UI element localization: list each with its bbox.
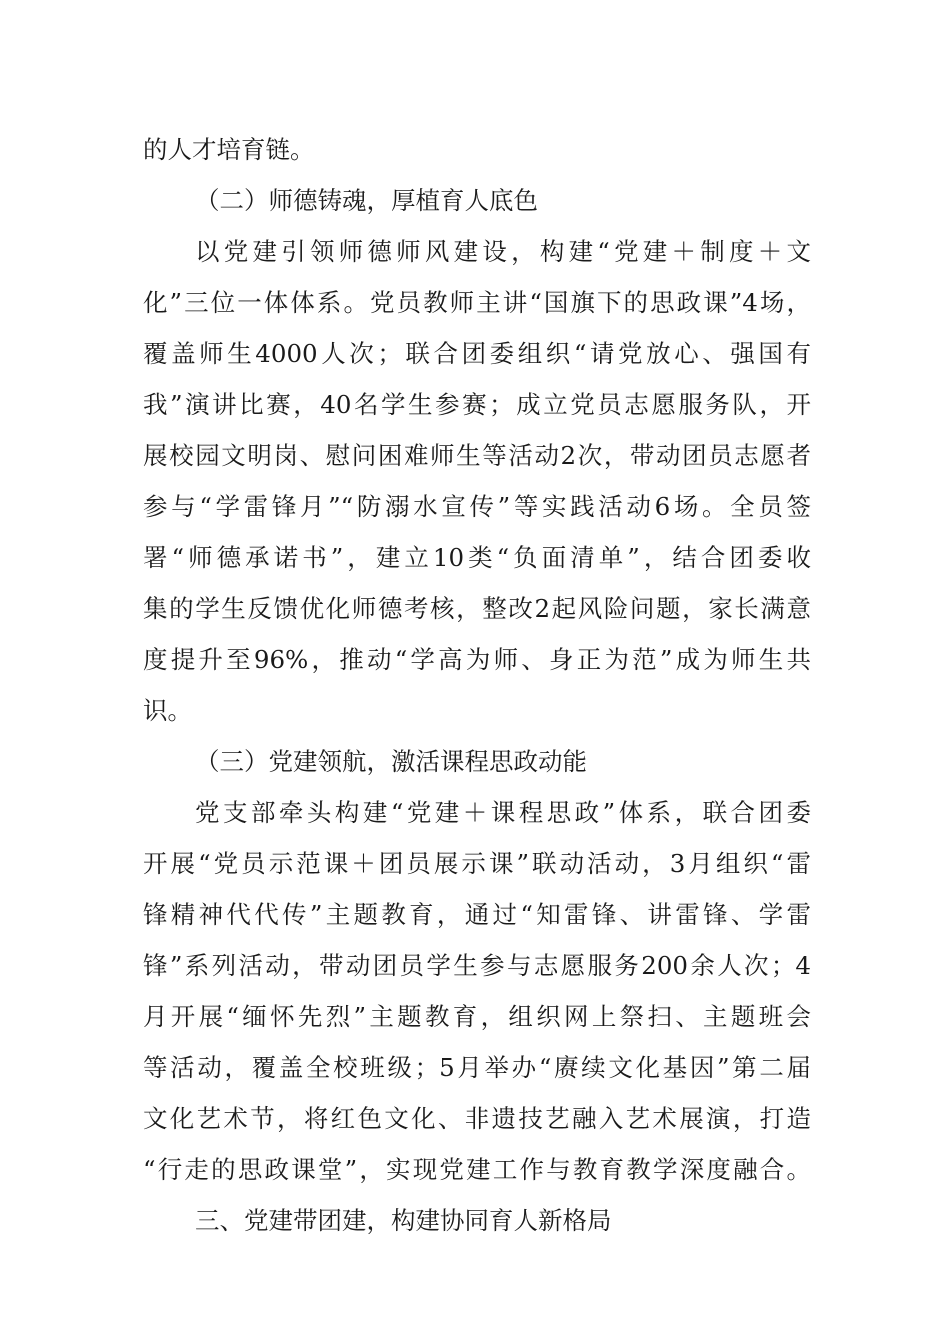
paragraph-line: 集的学生反馈优化师德考核，整改2起风险问题，家长满意 bbox=[143, 594, 811, 623]
paragraph-line: 化”三位一体体系。党员教师主讲“国旗下的思政课”4场， bbox=[143, 288, 811, 317]
paragraph-line: “行走的思政课堂”，实现党建工作与教育教学深度融合。 bbox=[143, 1155, 811, 1184]
paragraph-line: 以党建引领师德师风建设，构建“党建＋制度＋文 bbox=[195, 237, 811, 266]
paragraph-line: 开展“党员示范课＋团员展示课”联动活动，3月组织“雷 bbox=[143, 849, 811, 878]
paragraph-line: 署“师德承诺书”，建立10类“负面清单”，结合团委收 bbox=[143, 543, 811, 572]
paragraph-line: 我”演讲比赛，40名学生参赛；成立党员志愿服务队，开 bbox=[143, 390, 811, 419]
paragraph-line: 的人才培育链。 bbox=[143, 135, 315, 164]
section-subheading: （三）党建领航，激活课程思政动能 bbox=[195, 747, 587, 776]
paragraph-line: 锋精神代代传”主题教育，通过“知雷锋、讲雷锋、学雷 bbox=[143, 900, 811, 929]
paragraph-line: 识。 bbox=[143, 696, 192, 725]
paragraph-line: 度提升至96%，推动“学高为师、身正为范”成为师生共 bbox=[143, 645, 811, 674]
paragraph-line: 党支部牵头构建“党建＋课程思政”体系，联合团委 bbox=[195, 798, 811, 827]
section-subheading: （二）师德铸魂，厚植育人底色 bbox=[195, 186, 538, 215]
paragraph-line: 参与“学雷锋月”“防溺水宣传”等实践活动6场。全员签 bbox=[143, 492, 811, 521]
paragraph-line: 覆盖师生4000人次；联合团委组织“请党放心、强国有 bbox=[143, 339, 811, 368]
paragraph-line: 文化艺术节，将红色文化、非遗技艺融入艺术展演，打造 bbox=[143, 1104, 811, 1133]
paragraph-line: 月开展“缅怀先烈”主题教育，组织网上祭扫、主题班会 bbox=[143, 1002, 811, 1031]
paragraph-line: 展校园文明岗、慰问困难师生等活动2次，带动团员志愿者 bbox=[143, 441, 811, 470]
section-heading: 三、党建带团建，构建协同育人新格局 bbox=[195, 1206, 612, 1235]
paragraph-line: 等活动，覆盖全校班级；5月举办“赓续文化基因”第二届 bbox=[143, 1053, 811, 1082]
paragraph-line: 锋”系列活动，带动团员学生参与志愿服务200余人次；4 bbox=[143, 951, 811, 980]
